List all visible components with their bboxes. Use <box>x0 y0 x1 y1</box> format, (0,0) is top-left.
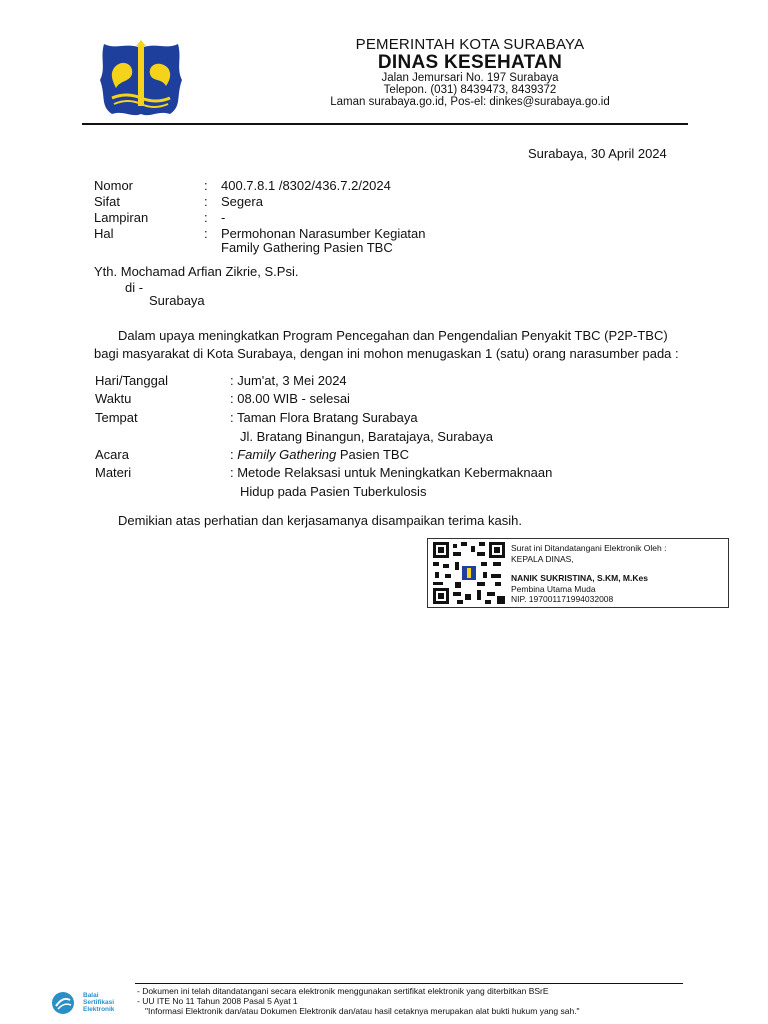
detail-value-waktu: : 08.00 WIB - selesai <box>230 391 350 406</box>
meta-label-nomor: Nomor <box>94 178 134 193</box>
letter-date: Surabaya, 30 April 2024 <box>528 146 667 161</box>
letterhead-agency: DINAS KESEHATAN <box>377 52 563 73</box>
footer-divider <box>135 983 683 984</box>
letterhead-web: Laman surabaya.go.id, Pos-el: dinkes@surabaya.go.id <box>330 96 610 108</box>
meta-value-hal-line2: Family Gathering Pasien TBC <box>221 240 393 255</box>
closing-sentence: Demikian atas perhatian dan kerjasamanya disampaikan terima kasih. <box>118 513 522 528</box>
detail-value-materi: : Metode Relaksasi untuk Meningkatkan Kebermaknaan <box>230 465 553 480</box>
detail-value-tempat: : Taman Flora Bratang Surabaya <box>230 410 418 425</box>
meta-colon: : <box>204 194 208 209</box>
meta-label-lampiran: Lampiran <box>94 210 149 225</box>
footer-note-2: - UU ITE No 11 Tahun 2008 Pasal 5 Ayat 1 <box>137 996 298 1006</box>
letterhead-divider <box>82 123 688 125</box>
meta-colon: : <box>204 210 208 225</box>
letterhead-phone: Telepon. (031) 8439473, 8439372 <box>383 84 557 96</box>
meta-value-nomor: 400.7.8.1 /8302/436.7.2/2024 <box>221 178 391 193</box>
detail-label-materi: Materi <box>95 465 132 480</box>
bsre-logo-text1: Balai <box>83 992 99 999</box>
letterhead-government: PEMERINTAH KOTA SURABAYA <box>355 36 585 53</box>
meta-label-hal: Hal <box>94 226 114 241</box>
meta-label-sifat: Sifat <box>94 194 121 209</box>
addressee-name: Yth. Mochamad Arfian Zikrie, S.Psi. <box>94 264 299 279</box>
acara-prefix: : <box>230 447 238 462</box>
letterhead-address: Jalan Jemursari No. 197 Surabaya <box>381 72 559 84</box>
detail-value-hari: : Jum'at, 3 Mei 2024 <box>230 373 347 388</box>
footer-note-3: "Informasi Elektronik dan/atau Dokumen Elektronik dan/atau hasil cetaknya merupakan alat bukti hukum yang sah." <box>145 1006 580 1016</box>
surabaya-crest-icon <box>96 38 186 120</box>
meta-value-hal: Permohonan Narasumber Kegiatan <box>221 226 426 241</box>
meta-value-lampiran: - <box>221 210 226 225</box>
detail-value-materi-line2: Hidup pada Pasien Tuberkulosis <box>240 484 427 499</box>
meta-colon: : <box>204 178 208 193</box>
detail-label-waktu: Waktu <box>95 391 132 406</box>
body-paragraph-line1: Dalam upaya meningkatkan Program Pencegahan dan Pengendalian Penyakit TBC (P2P-TBC) <box>118 328 668 343</box>
acara-rest: Pasien TBC <box>336 447 409 462</box>
signature-name: NANIK SUKRISTINA, S.KM, M.Kes <box>511 573 648 583</box>
detail-label-tempat: Tempat <box>95 410 138 425</box>
signature-position: KEPALA DINAS, <box>511 554 574 564</box>
qr-code-icon <box>433 542 505 604</box>
footer-note-1: - Dokumen ini telah ditandatangani secara elektronik menggunakan sertifikat elektronik yang diterbitkan BSrE <box>137 986 549 996</box>
bsre-logo <box>50 990 130 1016</box>
body-paragraph-line2: bagi masyarakat di Kota Surabaya, dengan ini mohon menugaskan 1 (satu) orang narasumber pada : <box>94 346 679 361</box>
detail-value-acara <box>230 447 409 462</box>
acara-italic: Family Gathering <box>237 447 337 462</box>
bsre-logo-text3: Elektronik <box>83 1006 115 1013</box>
meta-colon: : <box>204 226 208 241</box>
addressee-di: di - <box>125 280 144 295</box>
detail-label-acara: Acara <box>95 447 129 462</box>
signature-nip: NIP. 197001171994032008 <box>511 594 614 604</box>
bsre-logo-text2: Sertifikasi <box>83 999 115 1006</box>
detail-value-tempat-line2: Jl. Bratang Binangun, Baratajaya, Surabaya <box>240 429 493 444</box>
addressee-city: Surabaya <box>149 293 205 308</box>
meta-value-sifat: Segera <box>221 194 263 209</box>
bsre-logo-icon <box>50 990 78 1016</box>
signature-rank: Pembina Utama Muda <box>511 584 596 594</box>
signature-note: Surat ini Ditandatangani Elektronik Oleh : <box>511 543 667 553</box>
detail-label-hari: Hari/Tanggal <box>95 373 168 388</box>
